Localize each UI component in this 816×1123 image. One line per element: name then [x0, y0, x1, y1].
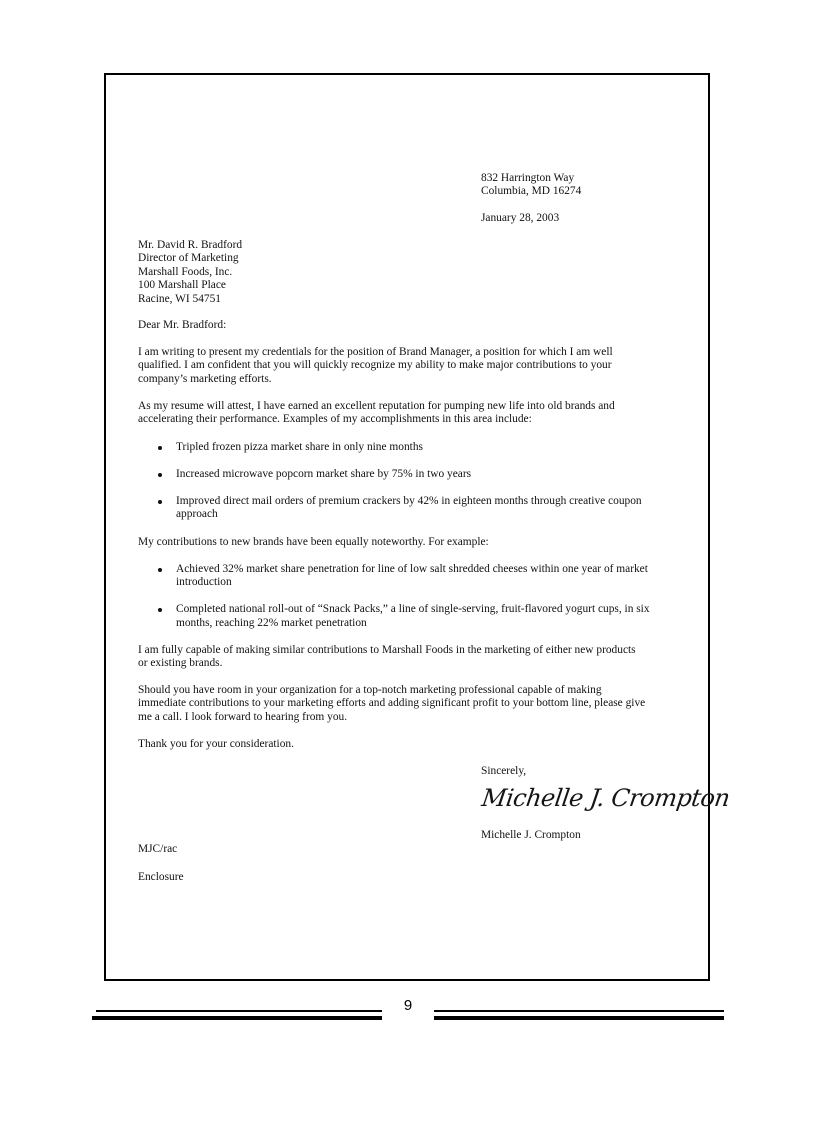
footer-rule-left-thin — [96, 1010, 382, 1012]
list-item-text: Achieved 32% market share penetration for line of low salt shredded cheeses within one year of market — [176, 563, 648, 575]
list-item — [138, 495, 678, 522]
salutation: Dear Mr. Bradford: — [138, 319, 227, 331]
sender-address — [481, 172, 701, 199]
list-item-text: Tripled frozen pizza market share in only nine months — [176, 441, 423, 453]
new-brands-list — [138, 563, 678, 644]
old-brands-list — [138, 441, 678, 535]
list-item — [138, 441, 678, 454]
sender-city: Columbia, MD 16274 — [481, 185, 582, 198]
paragraph-old-brands — [138, 400, 678, 427]
footer-rule-left-thick — [92, 1016, 382, 1020]
paragraph-capability — [138, 644, 678, 671]
sender-street: 832 Harrington Way — [481, 172, 575, 184]
recipient-company: Marshall Foods, Inc. — [138, 265, 233, 278]
list-item-text: introduction — [176, 576, 232, 589]
recipient-address — [138, 239, 678, 306]
paragraph-line: I am writing to present my credentials for the position of Brand Manager, a position for which I am well — [138, 346, 613, 358]
list-item — [138, 468, 678, 481]
reference-initials: MJC/rac — [138, 843, 178, 855]
enclosure-note: Enclosure — [138, 871, 184, 883]
paragraph-line: or existing brands. — [138, 657, 223, 670]
handwritten-signature: Michelle J. Crompton — [480, 784, 732, 812]
footer-rule-right-thick — [434, 1016, 724, 1020]
list-item-text: months, reaching 22% market penetration — [176, 616, 367, 629]
list-item-text: Increased microwave popcorn market share by 75% in two years — [176, 467, 472, 480]
list-item — [138, 563, 678, 590]
paragraph-line: immediate contributions to your marketing efforts and adding significant profit to your bottom line, please give — [138, 697, 646, 710]
recipient-name: Mr. David R. Bradford — [138, 239, 243, 251]
list-item-text: Improved direct mail orders of premium crackers by 42% in eighteen months through creative coupon — [176, 494, 642, 507]
recipient-city: Racine, WI 54751 — [138, 292, 221, 305]
paragraph-line: As my resume will attest, I have earned an excellent reputation for pumping new life into old brands and — [138, 400, 615, 412]
paragraph-line: qualified. I am confident that you will quickly recognize my ability to make major contributions to your — [138, 359, 612, 372]
paragraph-line: I am fully capable of making similar contributions to Marshall Foods in the marketing of either new products — [138, 644, 636, 656]
list-item — [138, 603, 678, 630]
footer-rule-right-thin — [434, 1010, 724, 1012]
list-item-text: Completed national roll-out of “Snack Packs,” a line of single-serving, fruit-flavored yogurt cups, in six — [176, 603, 650, 616]
paragraph-line: Should you have room in your organization for a top-notch marketing professional capable of making — [138, 684, 602, 696]
printed-name: Michelle J. Crompton — [481, 829, 581, 841]
list-item-text: approach — [176, 508, 218, 521]
paragraph-line: company’s marketing efforts. — [138, 372, 272, 385]
paragraph-intro — [138, 346, 678, 386]
valediction: Sincerely, — [481, 765, 527, 777]
recipient-title: Director of Marketing — [138, 252, 239, 265]
letter-date: January 28, 2003 — [481, 212, 560, 224]
paragraph-line: accelerating their performance. Examples of my accomplishments in this area include: — [138, 413, 532, 426]
recipient-street: 100 Marshall Place — [138, 279, 226, 292]
page-number: 9 — [403, 997, 413, 1014]
paragraph-line: me a call. I look forward to hearing from you. — [138, 710, 348, 723]
paragraph-new-brands: My contributions to new brands have been equally noteworthy. For example: — [138, 536, 489, 548]
paragraph-request — [138, 684, 678, 724]
paragraph-thanks: Thank you for your consideration. — [138, 738, 294, 750]
